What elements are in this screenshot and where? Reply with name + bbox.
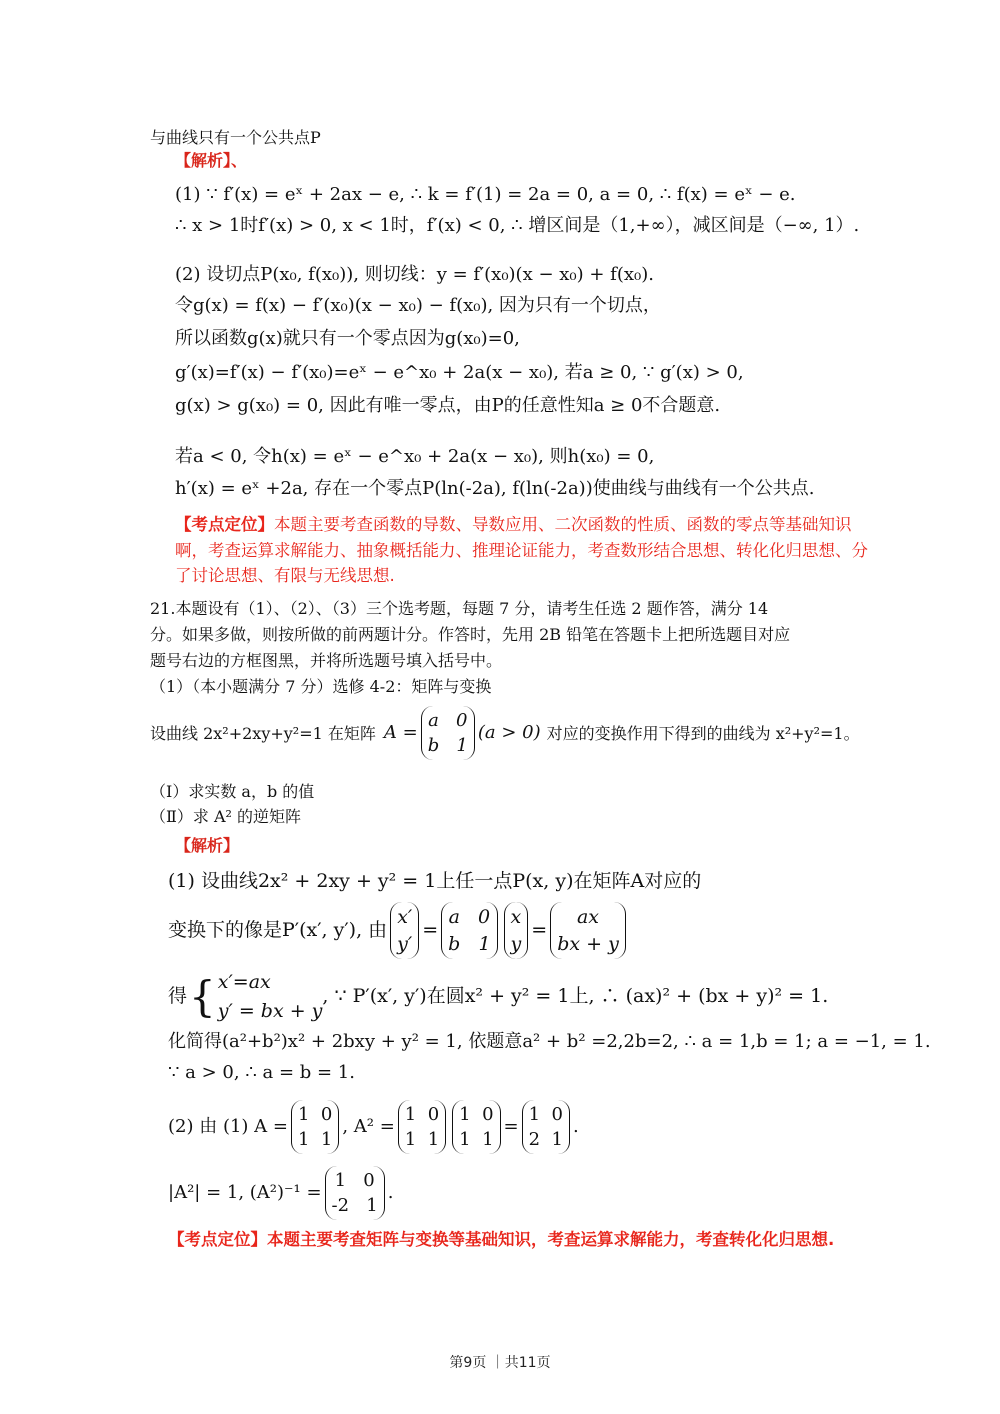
matrix-A-squared-inverse: 1 0 -2 1 [325,1166,385,1220]
solution-text: 变换下的像是P′(x′, y′), 由 [168,919,388,942]
target-curve-text: 对应的变换作用下得到的曲线为 x²+y²=1。 [546,723,860,743]
solution-line: g(x) > g(x₀) = 0, 因此有唯一零点，由P的任意性知a ≥ 0不合题意. [175,395,721,416]
kaodian-text: 本题主要考查矩阵与变换等基础知识，考查运算求解能力，考查转化化归思想. [267,1230,835,1249]
question-21-matrix-line [150,706,860,760]
kaodian-label: 【考点定位】 [175,515,274,534]
solution-line: (2) 设切点P(x₀, f(x₀)), 则切线：y = f′(x₀)(x − x₀) + f(x₀). [175,264,654,285]
condition: (a > 0) [477,722,541,744]
solution-line: 所以函数g(x)就只有一个零点因为g(x₀)=0, [175,328,520,349]
solution-text: , ∵ P′(x′, y′)在圆x² + y² = 1上, ∴ (ax)² + (bx + y)² = 1. [322,985,829,1008]
vector-x-prime: x′ y′ [390,902,419,959]
analysis-label: 【解析】 [175,836,240,855]
vector-x: x y [504,902,529,959]
brace: { [189,971,216,1021]
matrix-A-factor-2: 1 0 1 1 [452,1100,500,1154]
matrix-name: A = [383,722,418,744]
solution-line: ∵ a > 0, ∴ a = b = 1. [168,1062,355,1083]
matrix-A-squared: 1 0 2 1 [522,1100,570,1154]
kaodian-text: 本题主要考查函数的导数、导数应用、二次函数的性质、函数的零点等基础知识啊，考查运算求解能力、抽象概括能力、推理论证能力，考查数形结合思想、转化化归思想、分了讨论思想、有限与无线思想. [175,515,868,586]
kaodian-block [168,1227,834,1253]
matrix-ab: a 0 b 1 [441,902,497,959]
solution-line: 化简得(a²+b²)x² + 2bxy + y² = 1, 依题意a² + b² =2,2b=2, ∴ a = 1,b = 1; a = −1, = 1. [168,1031,931,1052]
solution-text: , A² = [342,1116,395,1138]
solution-text: (2) 由 (1) A = [168,1116,288,1138]
solution-line: g′(x)=f′(x) − f′(x₀)=eˣ − e^x₀ + 2a(x − x₀), 若a ≥ 0, ∵ g′(x) > 0, [175,362,744,383]
question-21-line: （1）（本小题满分 7 分）选修 4-2：矩阵与变换 [150,677,492,696]
solution-matrix-line: (2) 由 (1) A = 1 0 1 1 , A² = 1 0 1 1 1 0 1 1 = 1 0 2 1 . [168,1100,579,1154]
equation-system: x′=ax y′ = bx + y [217,971,323,1022]
solution-line: h′(x) = eˣ +2a, 存在一个零点P(ln(-2a), f(ln(-2a))使曲线与曲线有一个公共点. [175,478,815,499]
analysis-label: 【解析】、 [175,151,248,170]
solution-matrix-line: |A²| = 1, (A²)⁻¹ = 1 0 -2 1 . [168,1166,393,1220]
subquestion-2: （Ⅱ）求 A² 的逆矩阵 [150,807,302,826]
kaodian-label: 【考点定位】 [168,1230,267,1249]
solution-text: 得 [168,985,188,1008]
subquestion-1: （Ⅰ）求实数 a，b 的值 [150,782,315,801]
intro-line: 与曲线只有一个公共点P [150,128,321,147]
vector-result: ax bx + y [550,902,626,959]
solution-line: ∴ x > 1时f′(x) > 0, x < 1时，f′(x) < 0, ∴ 增区间是（1,+∞），减区间是（−∞, 1）. [175,215,860,236]
solution-line: 若a < 0, 令h(x) = eˣ − e^x₀ + 2a(x − x₀), 则h(x₀) = 0, [175,446,655,467]
kaodian-block [175,512,875,589]
page-footer: 第9页 ｜共11页 [449,1355,551,1371]
question-21-line: 分。如果多做，则按所做的前两题计分。作答时，先用 2B 铅笔在答题卡上把所选题目对应 [150,625,791,644]
matrix-A-factor-1: 1 0 1 1 [398,1100,446,1154]
solution-line: (1) 设曲线2x² + 2xy + y² = 1上任一点P(x, y)在矩阵A对应的 [168,870,702,892]
solution-line: 令g(x) = f(x) − f′(x₀)(x − x₀) − f(x₀), 因为只有一个切点， [175,295,661,316]
matrix-a: a 0 b 1 [421,706,475,760]
question-21-line: 题号右边的方框图黑，并将所选题号填入括号中。 [150,651,503,670]
matrix-A: 1 0 1 1 [291,1100,339,1154]
question-21-line: 21.本题设有（1）、（2）、（3）三个选考题，每题 7 分，请考生任选 2 题作答，满分 14 [150,599,769,618]
solution-line: (1) ∵ f′(x) = eˣ + 2ax − e, ∴ k = f′(1) = 2a = 0, a = 0, ∴ f(x) = eˣ − e. [175,184,796,205]
solution-text: |A²| = 1, (A²)⁻¹ = [168,1182,322,1204]
curve-text: 设曲线 2x²+2xy+y²=1 在矩阵 [150,723,376,743]
solution-matrix-line: 变换下的像是P′(x′, y′), 由 x′ y′ = a 0 b 1 x y = ax bx + y [168,902,629,959]
solution-system-line [168,968,828,1025]
